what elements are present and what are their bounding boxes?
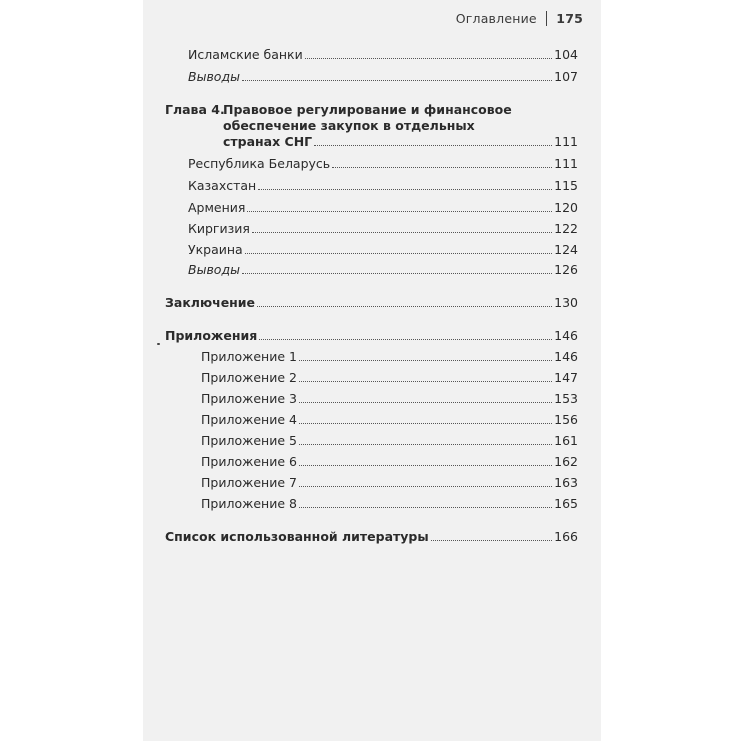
dot-leader — [299, 402, 552, 403]
dot-leader — [247, 211, 552, 212]
toc-entry-page: 146 — [554, 328, 578, 343]
toc-entry — [201, 389, 578, 407]
toc-entry-page: 161 — [554, 433, 578, 448]
dot-leader — [252, 232, 552, 233]
toc-entry — [201, 347, 578, 365]
print-speck — [157, 343, 160, 345]
toc-entry — [188, 176, 578, 194]
toc-entry — [201, 368, 578, 386]
toc-entry-page: 104 — [554, 47, 578, 62]
toc-entry-label: Приложение 7 — [201, 475, 297, 490]
toc-entry-page: 107 — [554, 69, 578, 84]
dot-leader — [242, 80, 552, 81]
toc-entry-page: 166 — [554, 529, 578, 544]
dot-leader — [305, 58, 552, 59]
running-head-separator — [546, 11, 548, 26]
toc-entry — [201, 431, 578, 449]
toc-entry-page: 162 — [554, 454, 578, 469]
chapter-title-last-line — [223, 132, 578, 150]
toc-entry-page: 146 — [554, 349, 578, 364]
dot-leader — [431, 540, 552, 541]
book-page — [143, 0, 601, 741]
chapter-number: Глава 4. — [165, 102, 225, 117]
dot-leader — [299, 465, 552, 466]
toc-entry — [188, 198, 578, 216]
toc-entry-label: Приложение 2 — [201, 370, 297, 385]
chapter-page: 111 — [554, 134, 578, 149]
toc-entry-page: 115 — [554, 178, 578, 193]
dot-leader — [242, 273, 552, 274]
toc-entry-page: 120 — [554, 200, 578, 215]
running-head — [456, 11, 583, 26]
chapter-title-line: Правовое регулирование и финансовое — [223, 102, 512, 117]
toc-entry-references — [165, 527, 578, 545]
toc-entry-label: Казахстан — [188, 178, 257, 193]
toc-entry-page: 130 — [554, 295, 578, 310]
dot-leader — [258, 189, 552, 190]
toc-entry — [201, 452, 578, 470]
dot-leader — [299, 381, 552, 382]
dot-leader — [245, 253, 552, 254]
running-head-title: Оглавление — [455, 11, 537, 26]
toc-entry-label: Выводы — [188, 69, 240, 84]
dot-leader — [299, 423, 552, 424]
toc-entry-page: 153 — [554, 391, 578, 406]
toc-entry-appendices — [165, 326, 578, 344]
dot-leader — [332, 167, 552, 168]
toc-entry-label: Приложение 6 — [201, 454, 297, 469]
toc-entry-label: Выводы — [188, 262, 240, 277]
dot-leader — [299, 360, 552, 361]
toc-entry-page: 147 — [554, 370, 578, 385]
dot-leader — [299, 444, 552, 445]
toc-entry — [201, 473, 578, 491]
toc-entry — [188, 154, 578, 172]
toc-entry-page: 122 — [554, 221, 578, 236]
running-head-page-number: 175 — [556, 11, 583, 26]
toc-entry — [188, 260, 578, 278]
toc-entry — [188, 45, 578, 63]
toc-entry-label: Республика Беларусь — [188, 156, 331, 171]
dot-leader — [299, 507, 552, 508]
toc-entry-label: Заключение — [165, 295, 256, 310]
toc-entry-label: Приложение 3 — [201, 391, 297, 406]
toc-entry-page: 163 — [554, 475, 578, 490]
toc-entry-label: Приложение 4 — [201, 412, 297, 427]
chapter-title-line: странах СНГ — [223, 134, 313, 149]
toc-entry-page: 156 — [554, 412, 578, 427]
toc-entry-page: 126 — [554, 262, 578, 277]
dot-leader — [257, 306, 552, 307]
toc-entry-page: 124 — [554, 242, 578, 257]
toc-entry — [188, 219, 578, 237]
toc-entry-conclusion — [165, 293, 578, 311]
toc-entry-label: Приложение 1 — [201, 349, 297, 364]
toc-entry-label: Киргизия — [188, 221, 250, 236]
toc-entry — [188, 67, 578, 85]
toc-entry-page: 165 — [554, 496, 578, 511]
toc-entry — [188, 240, 578, 258]
toc-entry — [201, 410, 578, 428]
toc-entry-page: 111 — [554, 156, 578, 171]
dot-leader — [314, 145, 552, 146]
dot-leader — [259, 339, 552, 340]
toc-entry-label: Список использованной литературы — [165, 529, 429, 544]
chapter-title-line: обеспечение закупок в отдельных — [223, 118, 475, 133]
toc-entry-label: Приложение 5 — [201, 433, 297, 448]
toc-entry-label: Армения — [188, 200, 246, 215]
toc-entry-label: Украина — [188, 242, 243, 257]
toc-entry — [201, 494, 578, 512]
toc-entry-label: Исламские банки — [188, 47, 303, 62]
toc-entry-label: Приложение 8 — [201, 496, 297, 511]
chapter-title — [223, 102, 512, 134]
toc-entry-label: Приложения — [165, 328, 258, 343]
dot-leader — [299, 486, 552, 487]
